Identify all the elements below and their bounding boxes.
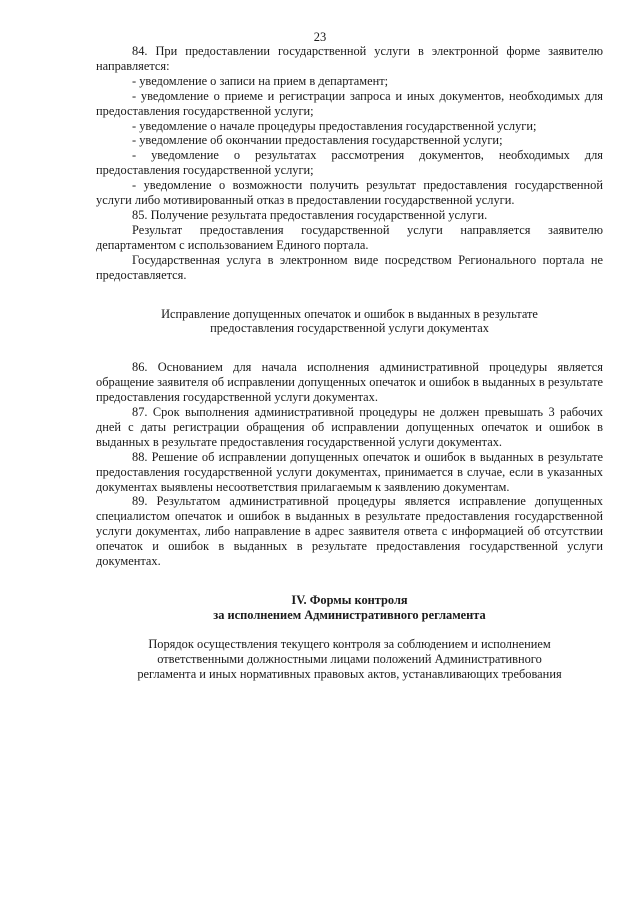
chapter-heading-line2: за исполнением Административного регламента <box>213 607 486 622</box>
paragraph: Государственная услуга в электронном виде посредством Регионального портала не предоставляется. <box>96 252 603 282</box>
paragraph-84: 84. При предоставлении государственной услуги в электронной форме заявителю направляется: <box>96 44 603 73</box>
paragraph-86: 86. Основанием для начала исполнения административной процедуры является обращение заявителя об исправлении допущенных опечаток и ошибок в выданных в результате предоставления государственной услуги документах. <box>96 360 603 405</box>
section-heading <box>96 307 603 337</box>
subheading-line3: регламента и иных нормативных правовых актов, устанавливающих требования <box>137 666 562 681</box>
chapter-heading-line1: IV. Формы контроля <box>291 593 408 607</box>
list-item: - уведомление об окончании предоставления государственной услуги; <box>132 133 503 148</box>
list-item: - уведомление о возможности получить результат предоставления государственной услуги либо мотивированный отказ в предоставлении государственной услуги. <box>96 178 603 208</box>
subheading-line1: Порядок осуществления текущего контроля за соблюдением и исполнением <box>148 636 551 651</box>
section-heading-line1: Исправление допущенных опечаток и ошибок в выданных в результате <box>161 306 538 321</box>
subheading-line2: ответственными должностными лицами положений Административного <box>157 651 542 666</box>
subheading <box>96 637 603 682</box>
paragraph-89: 89. Результатом административной процедуры является исправление допущенных специалистом опечаток и ошибок в выданных в результате предоставления государственной услуги документах, либо направление в адрес заявителя ответа с информацией об отсутствии опечаток и ошибок в выданных в результате предоставления государственной услуги документах. <box>96 494 603 569</box>
list-item: - уведомление о приеме и регистрации запроса и иных документов, необходимых для предоставления государственной услуги; <box>96 88 603 118</box>
page-number: 23 <box>313 30 327 44</box>
chapter-heading <box>96 593 603 623</box>
list-item: - уведомление о записи на прием в департамент; <box>132 73 389 88</box>
document-body <box>96 44 603 682</box>
paragraph-85: 85. Получение результата предоставления государственной услуги. <box>132 207 488 222</box>
paragraph-88: 88. Решение об исправлении допущенных опечаток и ошибок в выданных в результате предоставления государственной услуги документах, принимается в случае, если в указанных документах выявлены несоответствия прилагаемым к заявлению документам. <box>96 449 603 494</box>
list-item: - уведомление о начале процедуры предоставления государственной услуги; <box>132 118 537 133</box>
list-item: - уведомление о результатах рассмотрения документов, необходимых для предоставления государственной услуги; <box>96 148 603 178</box>
section-heading-line2: предоставления государственной услуги документах <box>210 321 489 336</box>
paragraph: Результат предоставления государственной услуги направляется заявителю департаментом с использованием Единого портала. <box>96 222 603 252</box>
paragraph-87: 87. Срок выполнения административной процедуры не должен превышать 3 рабочих дней с даты регистрации обращения об исправлении допущенных опечаток и ошибок в выданных в результате предоставления государственной услуги документах. <box>96 405 603 449</box>
